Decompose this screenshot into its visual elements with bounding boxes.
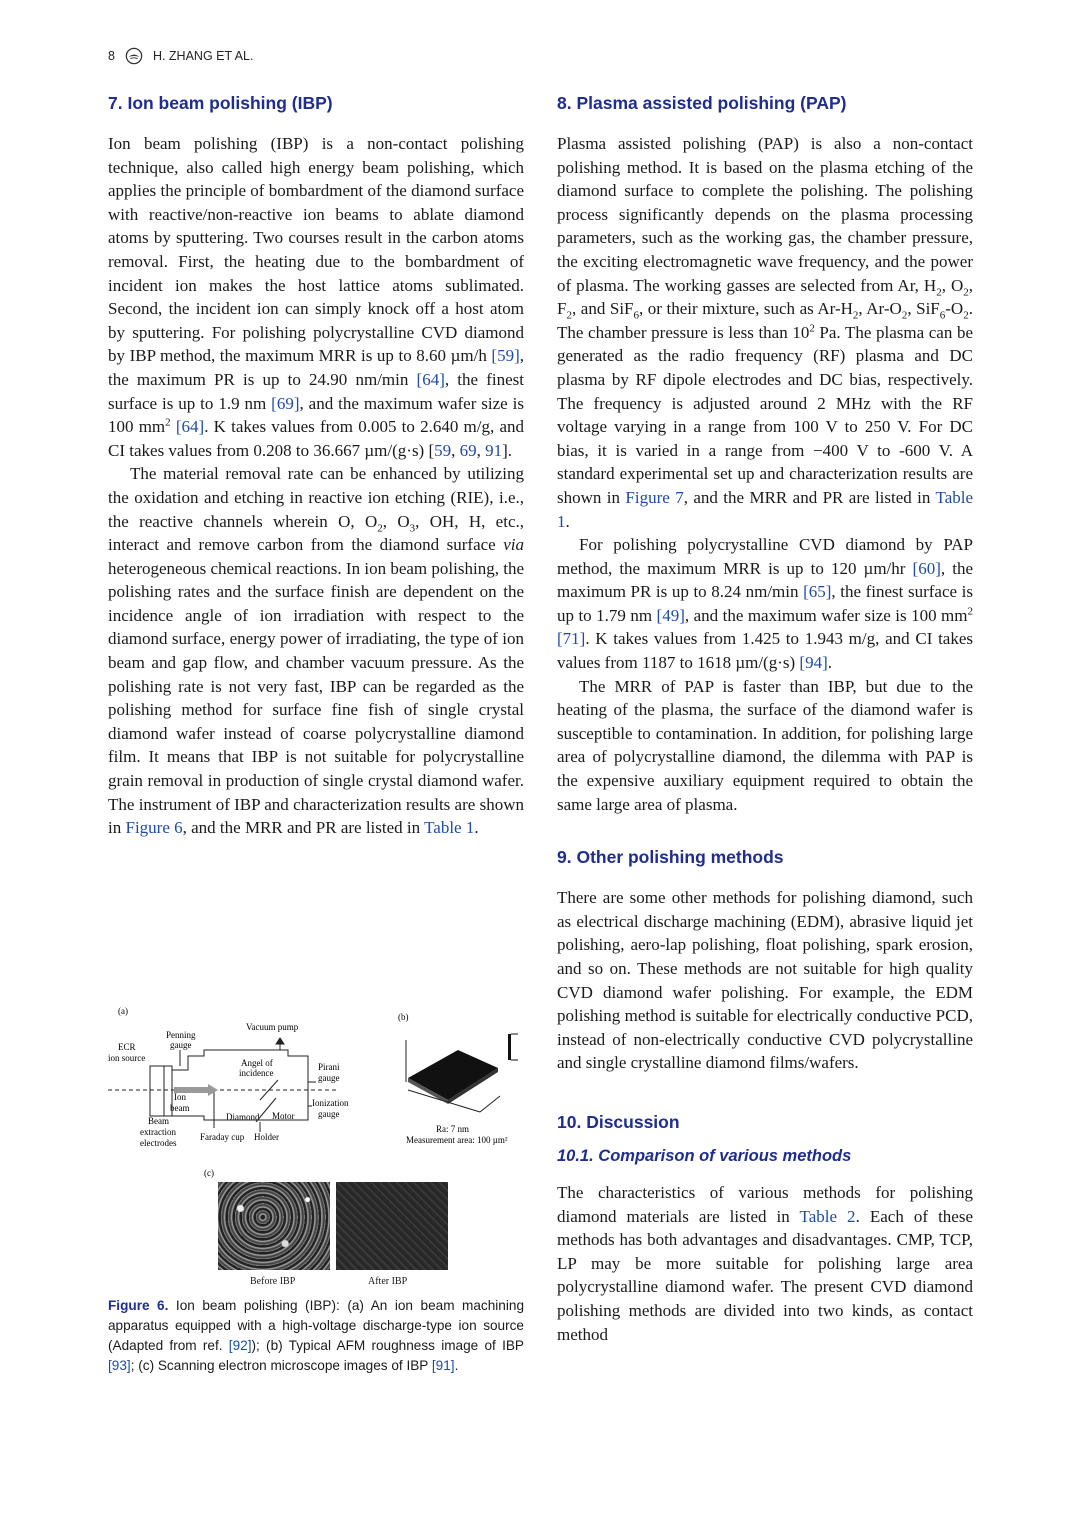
superscript: 2 — [165, 416, 171, 429]
text-run: . The chamber pressure is less than 10 — [557, 299, 973, 342]
section-7-paragraph-2 — [108, 462, 524, 840]
text-run: , the maximum PR is up to 8.24 nm/min — [557, 558, 973, 602]
text-run: For polishing polycrystalline CVD diamond by PAP method, the maximum MRR is up to 120 µm/hr — [557, 535, 973, 578]
afm-surface-image — [406, 1034, 518, 1112]
text-run: , the maximum PR is up to 24.90 nm/min — [108, 346, 524, 389]
table-1-link[interactable]: Table 1 — [424, 818, 475, 838]
italic-via: via — [503, 535, 524, 555]
section-10-1-title: 10.1. Comparison of various methods — [557, 1146, 852, 1165]
panel-a-label: (a) — [118, 1006, 128, 1016]
ion-beam-apparatus-diagram — [108, 1000, 524, 1180]
section-7-paragraph-1: Ion beam polishing (IBP) is a non-contact polishing technique, also called high energy beam polishing, which applies the principle of bombardment of the diamond surface with reactive/non-reactive ion beams to ablate diamond atoms by sputtering. Two courses result in the carbon atoms removal. First, the heating due to the bombardment of incident ion makes the host lattice atoms sublimated. Second, the incident ion can simply knock off a host atom by sputtering. For polishing polycrystalline CVD diamond by IBP method, the maximum MRR is up to 8.60 µm/h [59], the maximum PR is up to 24.90 nm/min [64], the finest surface is up to 1.9 nm [69], and the maximum wafer size is 100 $mm^2$ [64]. K takes values from 0.005 to 2.640 m/g, and CI takes values from 0.208 to 36.667 µm/(g·s) [59, 69, 91]. — [108, 134, 525, 460]
label-pirani-gauge: gauge — [318, 1073, 340, 1083]
superscript: 2 — [967, 605, 973, 618]
figure-7-link[interactable]: Figure 7 — [625, 487, 684, 507]
section-8-paragraph-2 — [557, 533, 973, 675]
citation-64-second[interactable]: [64] — [175, 417, 205, 437]
text-run: ; (c) Scanning electron microscope images of IBP — [130, 1358, 432, 1373]
section-9-title: 9. Other polishing methods — [557, 847, 784, 868]
label-penning-gauge: gauge — [170, 1040, 192, 1050]
page-number: 8 — [108, 49, 115, 63]
text-run: . K takes values from 1.425 to 1.943 m/g, and CI takes values from 1187 to 1618 µm/(g·s) — [557, 629, 973, 673]
label-diamond: Diamond — [226, 1112, 260, 1122]
text-run: , or their mixture, such as Ar-H — [639, 299, 853, 319]
text-run: . — [827, 653, 832, 673]
label-motor: Motor — [272, 1111, 295, 1121]
citation-59-second[interactable]: 59 — [434, 440, 452, 460]
citation-65[interactable]: [65] — [803, 582, 832, 602]
text-run: The characteristics of various methods for polishing diamond materials are listed in — [557, 1182, 973, 1226]
panel-b-label: (b) — [398, 1012, 409, 1022]
text-run: . — [474, 818, 479, 838]
citation-92[interactable]: [92] — [228, 1338, 252, 1353]
citation-60[interactable]: [60] — [912, 558, 941, 578]
citation-93[interactable]: [93] — [108, 1358, 131, 1373]
subscript: 3 — [409, 521, 416, 534]
running-header — [108, 46, 253, 66]
citation-91-caption[interactable]: [91] — [431, 1358, 455, 1373]
subscript: 2 — [377, 521, 383, 534]
subscript: 2 — [901, 309, 908, 322]
label-ion-source: ion source — [108, 1053, 146, 1063]
label-vacuum-pump: Vacuum pump — [246, 1022, 299, 1032]
text-run: . Each of these methods has both advantages and disadvantages. CMP, TCP, LP may be more suitable for polishing large area polycrystalline diamond wafer. The present CVD diamond polishing methods are divided into two kinds, as contact method — [557, 1206, 973, 1344]
label-beam-extraction-1: Beam — [148, 1116, 169, 1126]
section-10-paragraph-1 — [557, 1181, 973, 1346]
text-run: , and the maximum wafer size is 100 mm — [684, 605, 968, 625]
section-8-title: 8. Plasma assisted polishing (PAP) — [557, 93, 847, 113]
text-run: . K takes values from 0.005 to 2.640 m/g, and CI takes values from 0.208 to 36.667 µm/(g·s) [ — [108, 417, 525, 460]
label-beam: beam — [170, 1103, 190, 1113]
left-column — [108, 92, 524, 840]
subscript: 2 — [936, 285, 942, 298]
text-run: , Ar-O — [858, 299, 902, 319]
text-run: , and SiF — [571, 299, 634, 319]
label-ion: Ion — [174, 1092, 186, 1102]
label-angel-of: Angel of — [241, 1058, 273, 1068]
label-beam-extraction-3: electrodes — [140, 1138, 177, 1148]
label-penning: Penning — [166, 1030, 196, 1040]
citation-69[interactable]: [69] — [271, 393, 300, 413]
label-ionization: Ionization — [312, 1098, 349, 1108]
text-run: , O — [941, 275, 964, 295]
panel-c-label: (c) — [204, 1168, 214, 1178]
table-1-link-right[interactable]: Table 1 — [557, 487, 974, 531]
afm-ra-label: Ra: 7 nm — [436, 1124, 469, 1134]
afm-area-label: Measurement area: 100 µm² — [406, 1135, 508, 1145]
text-run: . — [565, 511, 570, 531]
figure-6-link[interactable]: Figure 6 — [125, 818, 183, 838]
subscript: 2 — [963, 285, 969, 298]
sem-before-label: Before IBP — [250, 1276, 296, 1287]
text-run: , O — [382, 511, 410, 531]
text-run: Pa. The plasma can be generated as the radio frequency (RF) plasma and DC plasma by RF dipole electrodes and DC bias, respectively. The frequency is adjusted around 2 MHz with the RF voltage varying in a range from 100 V to 250 V. For DC bias, it is varied in a range from −400 V to -600 V. A standard experimental set up and characterization results are shown in — [557, 322, 974, 507]
section-9-paragraph-1: There are some other methods for polishing diamond, such as electrical discharge machining (EDM), abrasive liquid jet polishing, aero-lap polishing, float polishing, spark erosion, and so on. These methods are not suitable for high quality CVD diamond wafer polishing. For example, the EDM polishing method is suitable for electrically conductive PCD, instead of non-electrically conductive CVD polycrystalline and single crystalline diamond films/wafers. — [557, 888, 973, 1073]
section-10-title: 10. Discussion — [557, 1111, 680, 1132]
subscript: 2 — [963, 309, 969, 322]
subscript: 6 — [633, 309, 639, 322]
text-run: -O — [945, 299, 964, 319]
label-holder: Holder — [254, 1132, 279, 1142]
label-beam-extraction-2: extraction — [140, 1127, 176, 1137]
label-ecr: ECR — [118, 1042, 136, 1052]
publisher-logo-icon — [125, 47, 143, 65]
text-run: Ion beam polishing (IBP) is a non-contact polishing technique, also called high energy beam polishing, which applies the principle of bombardment of the diamond surface with reactive/non-reactive ion beams to ablate diamond atoms by sputtering. Two courses result in the carbon atoms removal. First, the heating due to the bombardment of incident ion makes the host lattice atoms sublimated. Second, the incident ion can simply knock off a host atom by sputtering. For polishing polycrystalline CVD diamond by IBP method, the maximum MRR is up to 8.60 µm/h — [108, 134, 524, 366]
text-run: , OH, H, etc., interact and remove carbon from the diamond surface — [108, 511, 524, 555]
superscript: 2 — [809, 322, 815, 335]
label-incidence: incidence — [239, 1068, 274, 1078]
label-ionization-gauge: gauge — [318, 1109, 340, 1119]
citation-69-second[interactable]: 69 — [459, 440, 477, 460]
subscript: 6 — [939, 309, 946, 322]
text-run: , the finest surface is up to 1.79 nm — [557, 582, 973, 625]
text-run: , and the MRR and PR are listed in — [683, 487, 936, 507]
figure-6-caption — [108, 1296, 524, 1376]
label-pirani: Pirani — [318, 1062, 340, 1072]
running-authors: H. ZHANG ET AL. — [152, 49, 254, 63]
text-run: heterogeneous chemical reactions. In ion beam polishing, the polishing rates and the surface finish are dependent on the incidence angle of ion irradiation with respect to the diamond surface, energy power of irradiating, the type of ion beam and gap flow, and chamber vacuum pressure. As the polishing rate is not very fast, IBP can be regarded as the polishing method for surface fine fish of single crystal diamond wafer instead of coarse polycrystalline diamond film. It means that IBP is not suitable for polycrystalline grain removal in production of single crystal diamond wafer. The instrument of IBP and characterization results are shown in — [108, 558, 524, 838]
subscript: 2 — [852, 309, 859, 322]
right-column — [557, 92, 973, 1346]
text-run: ]. — [502, 440, 513, 460]
text-run: , the finest surface is up to 1.9 nm — [108, 369, 524, 413]
section-8-paragraph-3: The MRR of PAP is faster than IBP, but due to the heating of the plasma, the surface of the diamond wafer is susceptible to contamination. In addition, for polishing large area of polycrystalline diamond, the dilemma with PAP is the expensive auxiliary equipment required to obtain the same large area of plasma. — [557, 676, 973, 814]
text-run: , and the MRR and PR are listed in — [182, 818, 425, 838]
figure-6-caption-label: Figure 6. — [108, 1298, 169, 1313]
text-run: Plasma assisted polishing (PAP) is also a non-contact polishing method. It is based on the plasma etching of the diamond surface to complete the polishing. The polishing process significantly depends on the plasma processing parameters, such as the working gas, the chamber pressure, the exciting electromagnetic wave frequency, and the power of plasma. The working gasses are selected from Ar, H — [557, 134, 973, 295]
citation-71[interactable]: [71] — [557, 629, 586, 649]
citation-64[interactable]: [64] — [416, 369, 445, 389]
citation-94[interactable]: [94] — [799, 653, 828, 673]
citation-91[interactable]: 91 — [485, 440, 503, 460]
table-2-link[interactable]: Table 2 — [799, 1206, 856, 1226]
subscript: 2 — [566, 309, 572, 322]
text-run: ); (b) Typical AFM roughness image of IBP — [251, 1338, 524, 1353]
text-run: , SiF — [907, 299, 940, 319]
figure-6 — [108, 1000, 524, 1376]
text-run: , and the maximum wafer size is 100 mm — [108, 393, 524, 437]
citation-49[interactable]: [49] — [656, 605, 685, 625]
text-run: , F — [557, 275, 973, 319]
figure-6-artwork — [108, 1000, 524, 1290]
citation-59[interactable]: [59] — [491, 346, 520, 366]
sem-image-before — [218, 1182, 330, 1270]
sem-image-after — [336, 1182, 448, 1270]
section-7-title: 7. Ion beam polishing (IBP) — [108, 93, 333, 113]
sem-after-label: After IBP — [368, 1276, 408, 1287]
section-8-paragraph-1 — [557, 132, 973, 533]
text-run: The material removal rate can be enhanced by utilizing the oxidation and etching in reactive ion etching (RIE), i.e., the reactive channels wherein O, O — [108, 464, 524, 531]
label-faraday-cup: Faraday cup — [200, 1132, 245, 1142]
text-run: . — [454, 1358, 459, 1373]
text-run: Ion beam polishing (IBP): (a) An ion beam machining apparatus equipped with a high-voltage discharge-type ion source (Adapted from ref. — [108, 1298, 525, 1353]
